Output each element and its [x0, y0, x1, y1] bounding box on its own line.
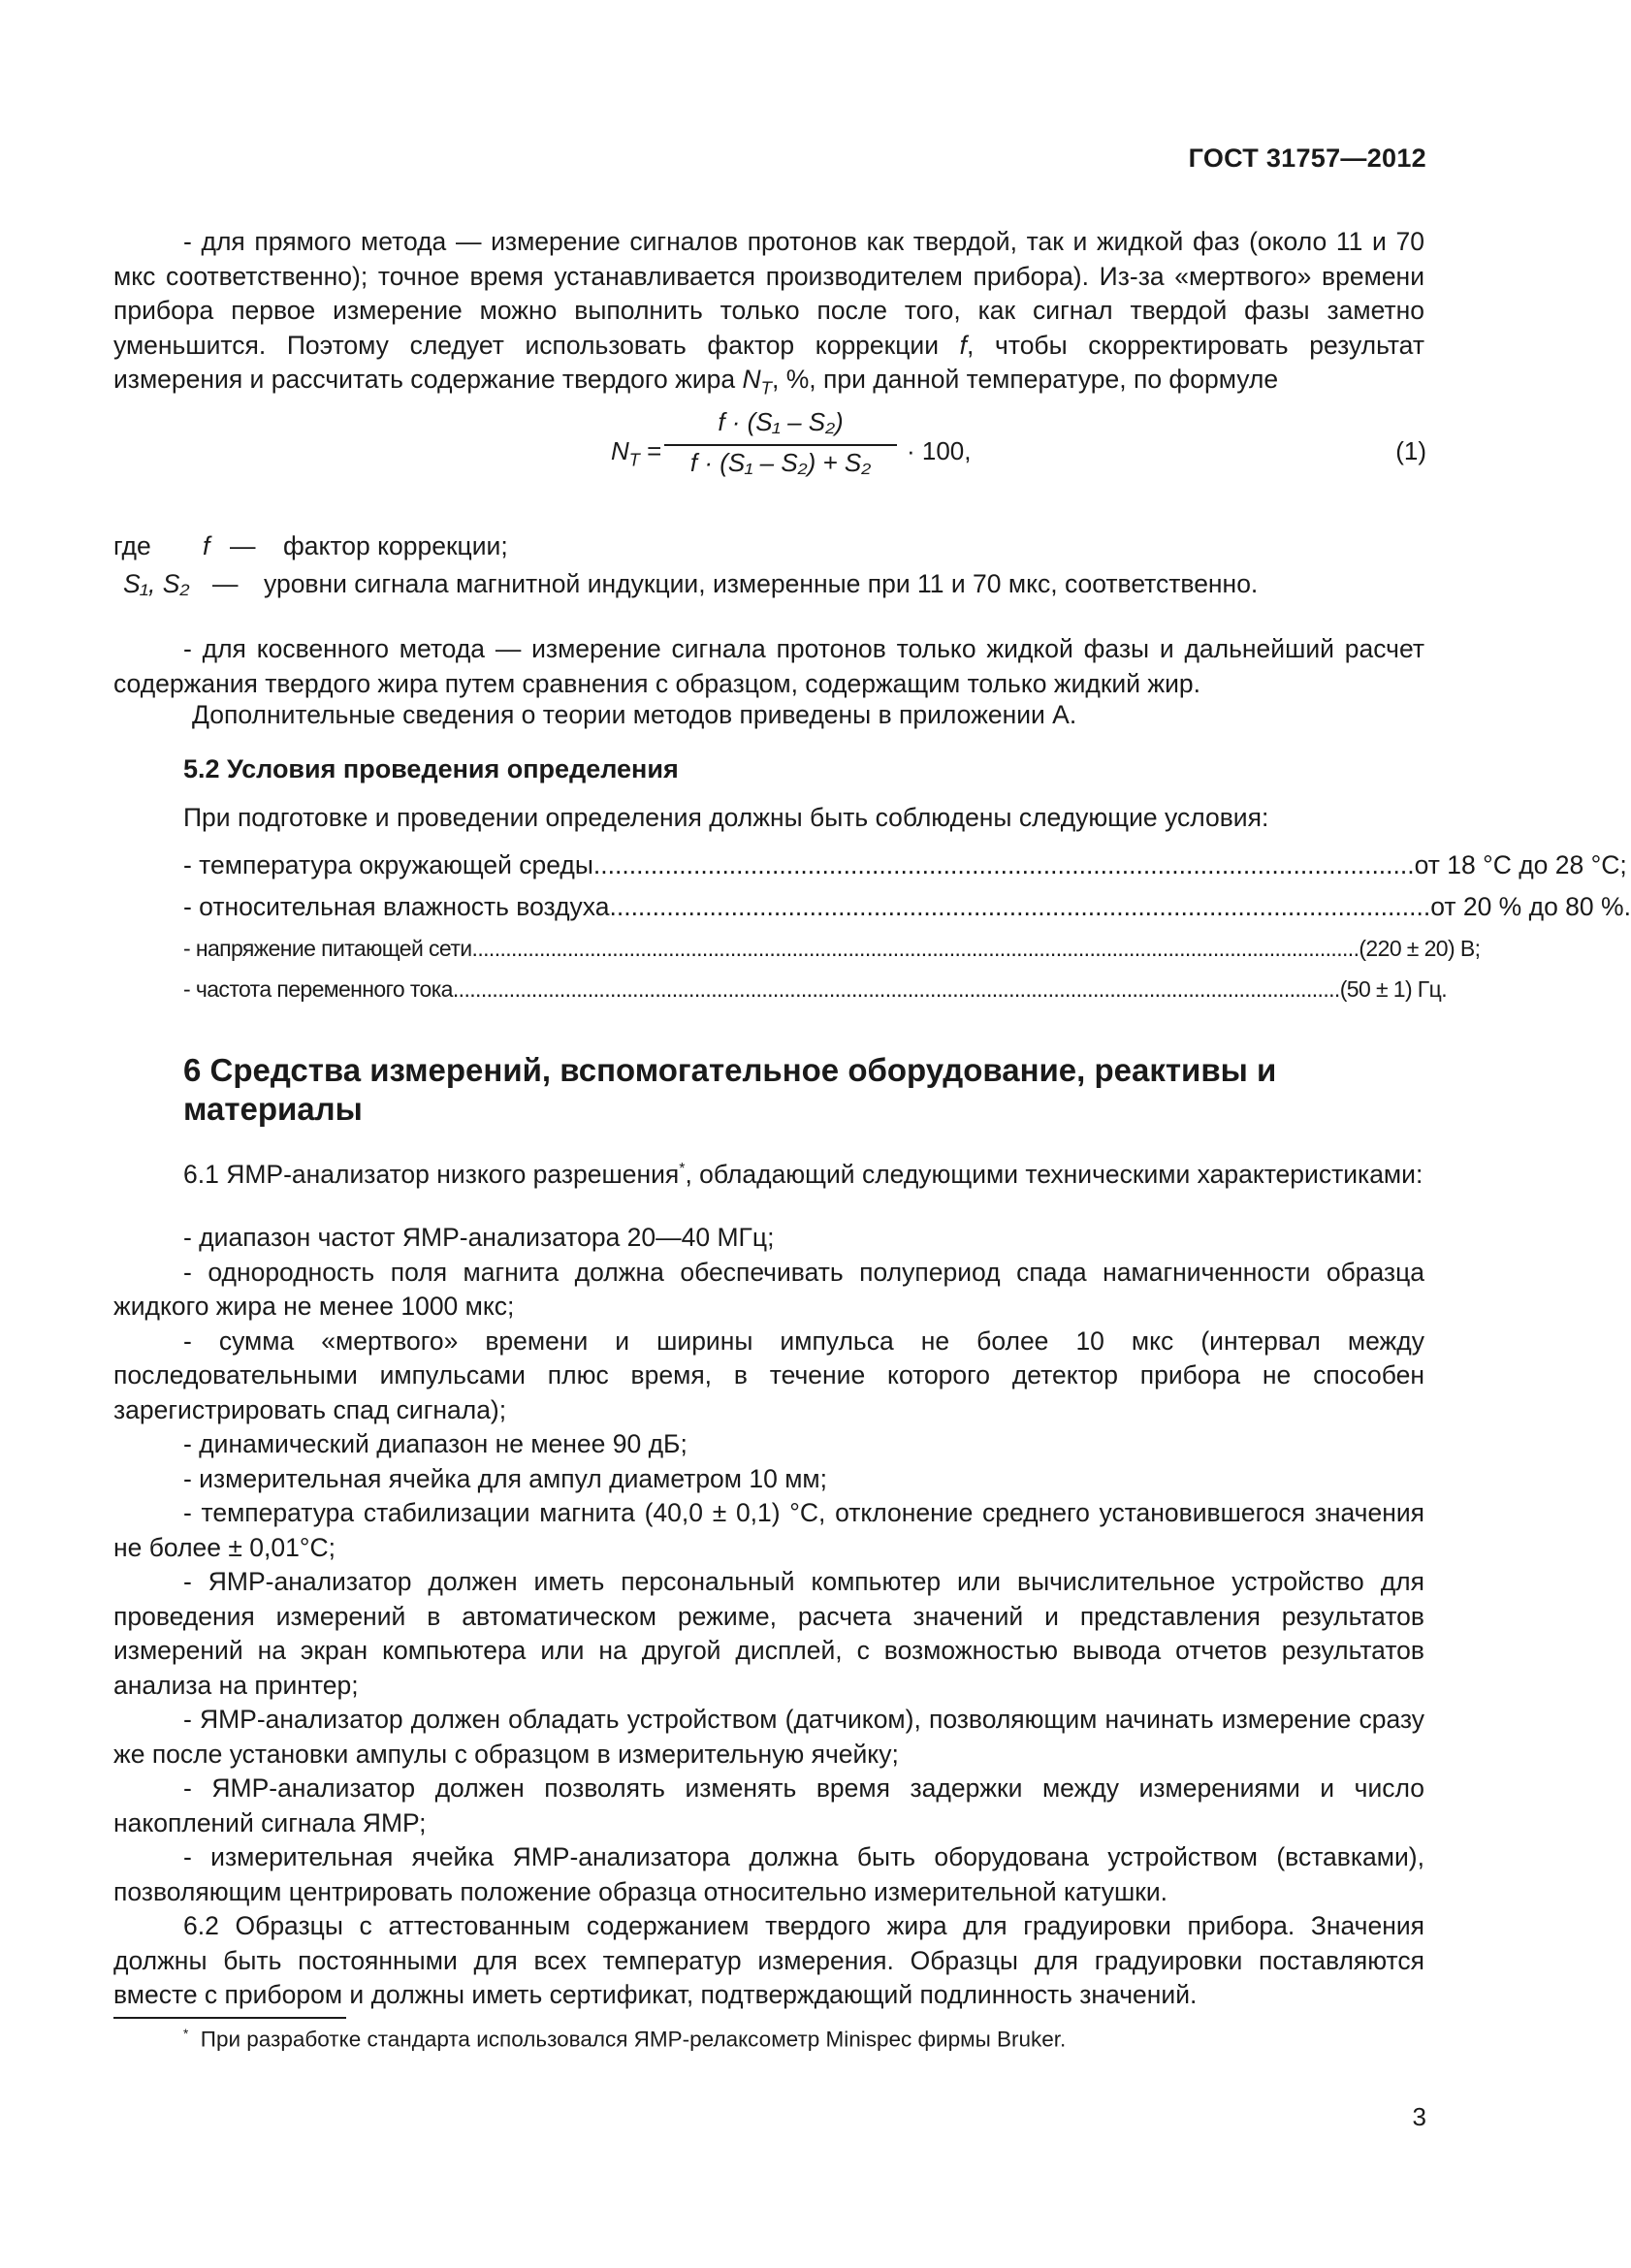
spec-item: - температура стабилизации магнита (40,0 ± 0,1) °С, отклонение среднего установившегося значения не более ± 0,01°С; — [113, 1498, 1424, 1562]
item-6-2: 6.2 Образцы с аттестованным содержанием твердого жира для градуировки прибора. Значения должны быть постоянными для всех температур измерения. Образцы для градуировки поставляются вместе с прибором и должны иметь сертификат, подтверждающий подлинность значений. — [113, 1911, 1424, 2009]
formula-rhs: · 100, — [907, 436, 972, 465]
section-6-title: 6 Средства измерений, вспомогательное оборудование, реактивы и материалы — [183, 1052, 1277, 1127]
spec-item: - измерительная ячейка для ампул диаметром 10 мм; — [183, 1463, 828, 1493]
formula-number: (1) — [1395, 436, 1426, 465]
spec-item: - сумма «мертвого» времени и ширины импульса не более 10 мкс (интервал между последовательными импульсами плюс время, в течение которого детектор прибора не способен зарегистрировать спад сигнала); — [113, 1326, 1424, 1424]
formula-denominator: f · (S₁ – S₂) + S₂ — [689, 448, 872, 477]
document-page: ГОСТ 31757—2012 - для прямого метода — измерение сигналов протонов как твердой, так и жидкой фаз (около 11 и 70 мкс соответственно); точное время устанавливается производителем прибора). Из-за «мертвого» времени прибора первое измерение можно выполнить только после того, как сигнал твердой фазы заметно уменьшится. Поэтому следует использовать фактор коррекции f, чтобы скорректировать результат измерения и рассчитать содержание твердого жира $N_T$, %, при данной температуре, по формуле $N_T$ = f · (S₁ – S₂) f · (S₁ – S₂) + S₂ · 100, (1) где f — фактор коррекции; S₁, S₂ — уровни сигнала магнитной индукции, измеренные при 11 и 70 мкс, соответственно. - для косвенного метода — измерение сигнала протонов только жидкой фазы и дальнейший расчет содержания твердого жира путем сравнения с образцом, содержащим только жидкий жир. Дополнительные сведения о теории методов приведены в приложении А. 5.2 Условия проведения определения При подготовке и проведении определения должны быть соблюдены следующие условия: - температура окружающей среды ................................................................................................................... от 18 °С до 28 °С; - относительная влажность воздуха ................................................................................................................... от 20 % до 80 %. - напряжение питающей сети .............................................................................................................................................................. (220 ± 20) В; - частота переменного тока .............................................................................................................................................................. (50 ± 1) Гц. 6 Средства измерений, вспомогательное оборудование, реактивы и материалы 6.1 ЯМР-анализатор низкого разрешения*, обладающий следующими техническими характеристиками: - диапазон частот ЯМР-анализатора 20—40 МГц; - однородность поля магнита должна обеспечивать полупериод спада намагниченности образца жидкого жира не менее 1000 мкс; - сумма «мертвого» времени и ширины импульса не более 10 мкс (интервал между последовательными импульсами плюс время, в течение которого детектор прибора не способен зарегистрировать спад сигнала); - динамический диапазон не менее 90 дБ; - измерительная ячейка для ампул диаметром 10 мм; - температура стабилизации магнита (40,0 ± 0,1) °С, отклонение среднего установившегося значения не более ± 0,01°С; - ЯМР-анализатор должен иметь персональный компьютер или вычислительное устройство для проведения измерений в автоматическом режиме, расчета значений и представления результатов измерений на экран компьютера или на другой дисплей, с возможностью вывода отчетов результатов анализа на принтер; - ЯМР-анализатор должен обладать устройством (датчиком), позволяющим начинать измерение сразу же после установки ампулы с образцом в измерительную ячейку; - ЯМР-анализатор должен позволять изменять время задержки между измерениями и число накоплений сигнала ЯМР; - измерительная ячейка ЯМР-анализатора должна быть оборудована устройством (вставками), позволяющим центрировать положение образца относительно измерительной катушки. 6.2 Образцы с аттестованным содержанием твердого жира для градуировки прибора. Значения должны быть постоянными для всех температур измерения. Образцы для градуировки поставляются вместе с прибором и должны иметь сертификат, подтверждающий подлинность значений. * При разработке стандарта использовался ЯМР-релаксометр Minispec фирмы Bruker. 3 — [113, 144, 1631, 2131]
spec-item: - ЯМР-анализатор должен иметь персональный компьютер или вычислительное устройство для проведения измерений в автоматическом режиме, расчета значений и представления результатов измерений на экран компьютера или на другой дисплей, с возможностью вывода отчетов результатов анализа на принтер; — [113, 1567, 1424, 1700]
formula-fraction — [664, 407, 897, 478]
document-header: ГОСТ 31757—2012 — [1188, 144, 1426, 173]
footnote: * При разработке стандарта использовался ЯМР-релаксометр Minispec фирмы Bruker. — [183, 2027, 1067, 2052]
footnote-rule — [113, 2017, 346, 2019]
condition-temperature: - температура окружающей среды ................................................................................................................... от 18 °С до 28 °С; — [183, 850, 1627, 879]
item-6-1: 6.1 ЯМР-анализатор низкого разрешения*, обладающий следующими техническими характеристиками: — [183, 1159, 1423, 1189]
spec-item: - ЯМР-анализатор должен позволять изменять время задержки между измерениями и число накоплений сигнала ЯМР; — [113, 1773, 1424, 1837]
theory-reference: Дополнительные сведения о теории методов приведены в приложении А. — [192, 700, 1077, 729]
fraction-bar — [664, 444, 897, 446]
direct-method-paragraph: - для прямого метода — измерение сигналов протонов как твердой, так и жидкой фаз (около 11 и 70 мкс соответственно); точное время устанавливается производителем прибора). Из-за «мертвого» времени прибора первое измерение можно выполнить только после того, как сигнал твердой фазы заметно уменьшится. Поэтому следует использовать фактор коррекции f, чтобы скорректировать результат измерения и рассчитать содержание твердого жира $N_T$, %, при данной температуре, по формуле — [113, 227, 1424, 399]
condition-humidity: - относительная влажность воздуха ................................................................................................................... от 20 % до 80 %. — [183, 892, 1631, 921]
section-5-2-title: 5.2 Условия проведения определения — [183, 754, 679, 783]
specs-list — [113, 1221, 1424, 2013]
spec-item: - ЯМР-анализатор должен обладать устройством (датчиком), позволяющим начинать измерение сразу же после установки ампулы с образцом в измерительную ячейку; — [113, 1705, 1424, 1769]
conditions-lead: При подготовке и проведении определения должны быть соблюдены следующие условия: — [183, 803, 1269, 832]
spec-item: - динамический диапазон не менее 90 дБ; — [183, 1429, 688, 1458]
spec-item: - измерительная ячейка ЯМР-анализатора должна быть оборудована устройством (вставками), позволяющим центрировать положение образца относительно измерительной катушки. — [113, 1842, 1424, 1906]
formula-lhs: $N_T$ = — [611, 436, 662, 470]
indirect-method-paragraph: - для косвенного метода — измерение сигнала протонов только жидкой фазы и дальнейший расчет содержания твердого жира путем сравнения с образцом, содержащим только жидкий жир. — [113, 634, 1424, 698]
spec-item: - однородность поля магнита должна обеспечивать полупериод спада намагниченности образца жидкого жира не менее 1000 мкс; — [113, 1257, 1424, 1321]
condition-frequency: - частота переменного тока .............................................................................................................................................................. (50 ± 1) Гц. — [183, 976, 1448, 1002]
spec-item: - диапазон частот ЯМР-анализатора 20—40 МГц; — [183, 1223, 775, 1252]
formula-numerator: f · (S₁ – S₂) — [718, 407, 844, 436]
condition-voltage: - напряжение питающей сети .............................................................................................................................................................. (220 ± 20) В; — [183, 936, 1481, 961]
page-number: 3 — [1412, 2102, 1426, 2131]
